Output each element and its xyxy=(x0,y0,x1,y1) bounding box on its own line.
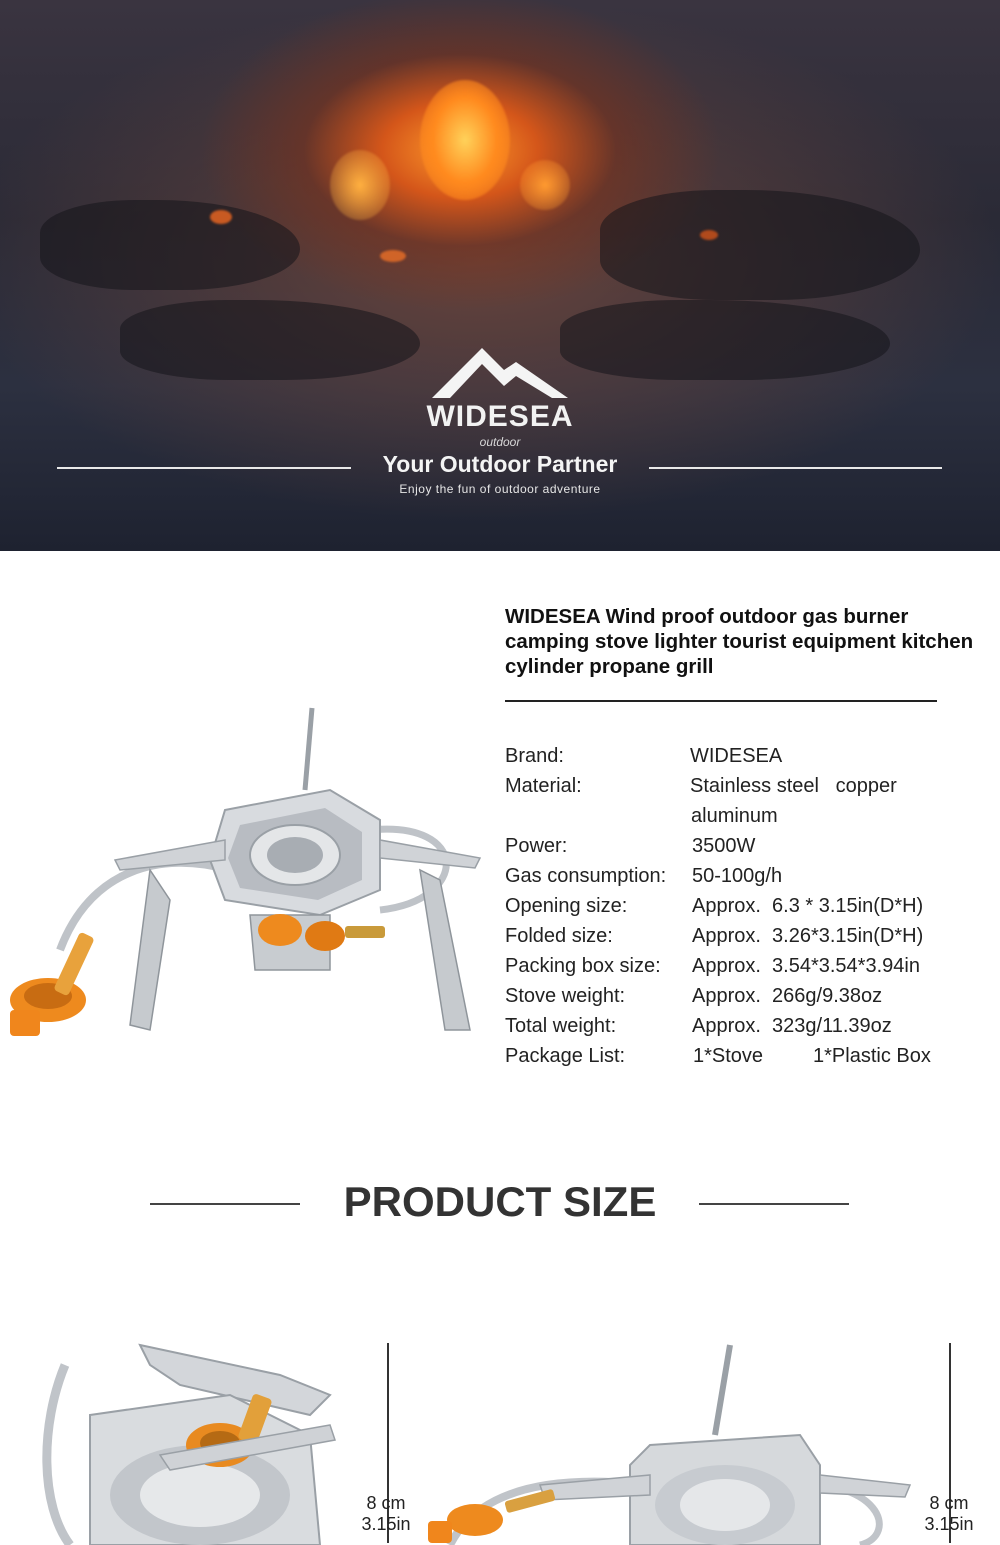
dimension-left-cm: 8 cm xyxy=(366,1493,406,1513)
camping-stove-icon xyxy=(0,700,490,1050)
spec-label-power: Power: xyxy=(505,835,568,857)
dimension-left-in: 3.15in xyxy=(361,1514,411,1534)
hero-subtagline: Enjoy the fun of outdoor adventure xyxy=(399,482,601,496)
spec-value-material: Stainless steel copper xyxy=(690,775,897,797)
hero-banner xyxy=(0,0,1000,551)
spec-value-brand: WIDESEA xyxy=(690,745,783,767)
spec-label-material: Material: xyxy=(505,775,582,797)
spec-label-folded: Folded size: xyxy=(505,925,613,947)
brand-subword: outdoor xyxy=(479,435,521,449)
spec-value-total-weight: Approx. 323g/11.39oz xyxy=(692,1015,892,1037)
dimension-right-in: 3.15in xyxy=(924,1514,974,1534)
spec-value-package: 1*Stove xyxy=(693,1045,764,1067)
spec-value-gas: 50-100g/h xyxy=(692,865,783,887)
spec-label-package: Package List: xyxy=(505,1045,626,1067)
spec-value-stove-weight: Approx. 266g/9.38oz xyxy=(692,985,883,1007)
spec-value-folded: Approx. 3.26*3.15in(D*H) xyxy=(692,925,924,947)
stove-side-view-icon xyxy=(420,1335,920,1545)
spec-label-brand: Brand: xyxy=(505,745,564,767)
spec-value-opening: Approx. 6.3 * 3.15in(D*H) xyxy=(692,895,924,917)
title-divider xyxy=(505,700,937,702)
spec-value-power: 3500W xyxy=(692,835,756,857)
product-size-heading: PRODUCT SIZE xyxy=(343,1178,657,1225)
dimension-right-cm: 8 cm xyxy=(929,1493,969,1513)
spec-label-opening: Opening size: xyxy=(505,895,628,917)
spec-value-packing: Approx. 3.54*3.54*3.94in xyxy=(692,955,920,977)
product-title: WIDESEA Wind proof outdoor gas burner camping stove lighter tourist equipment kitchen cylinder propane grill xyxy=(505,605,974,678)
spec-value-material-2: aluminum xyxy=(691,805,778,827)
spec-label-total-weight: Total weight: xyxy=(505,1015,617,1037)
stove-closeup-icon xyxy=(30,1335,350,1545)
spec-value-package-2: 1*Plastic Box xyxy=(813,1045,931,1067)
brand-wordmark: WIDESEA xyxy=(426,400,574,433)
spec-label-gas: Gas consumption: xyxy=(505,865,667,887)
spec-label-stove-weight: Stove weight: xyxy=(505,985,626,1007)
spec-label-packing: Packing box size: xyxy=(505,955,661,977)
hero-tagline: Your Outdoor Partner xyxy=(382,451,618,477)
